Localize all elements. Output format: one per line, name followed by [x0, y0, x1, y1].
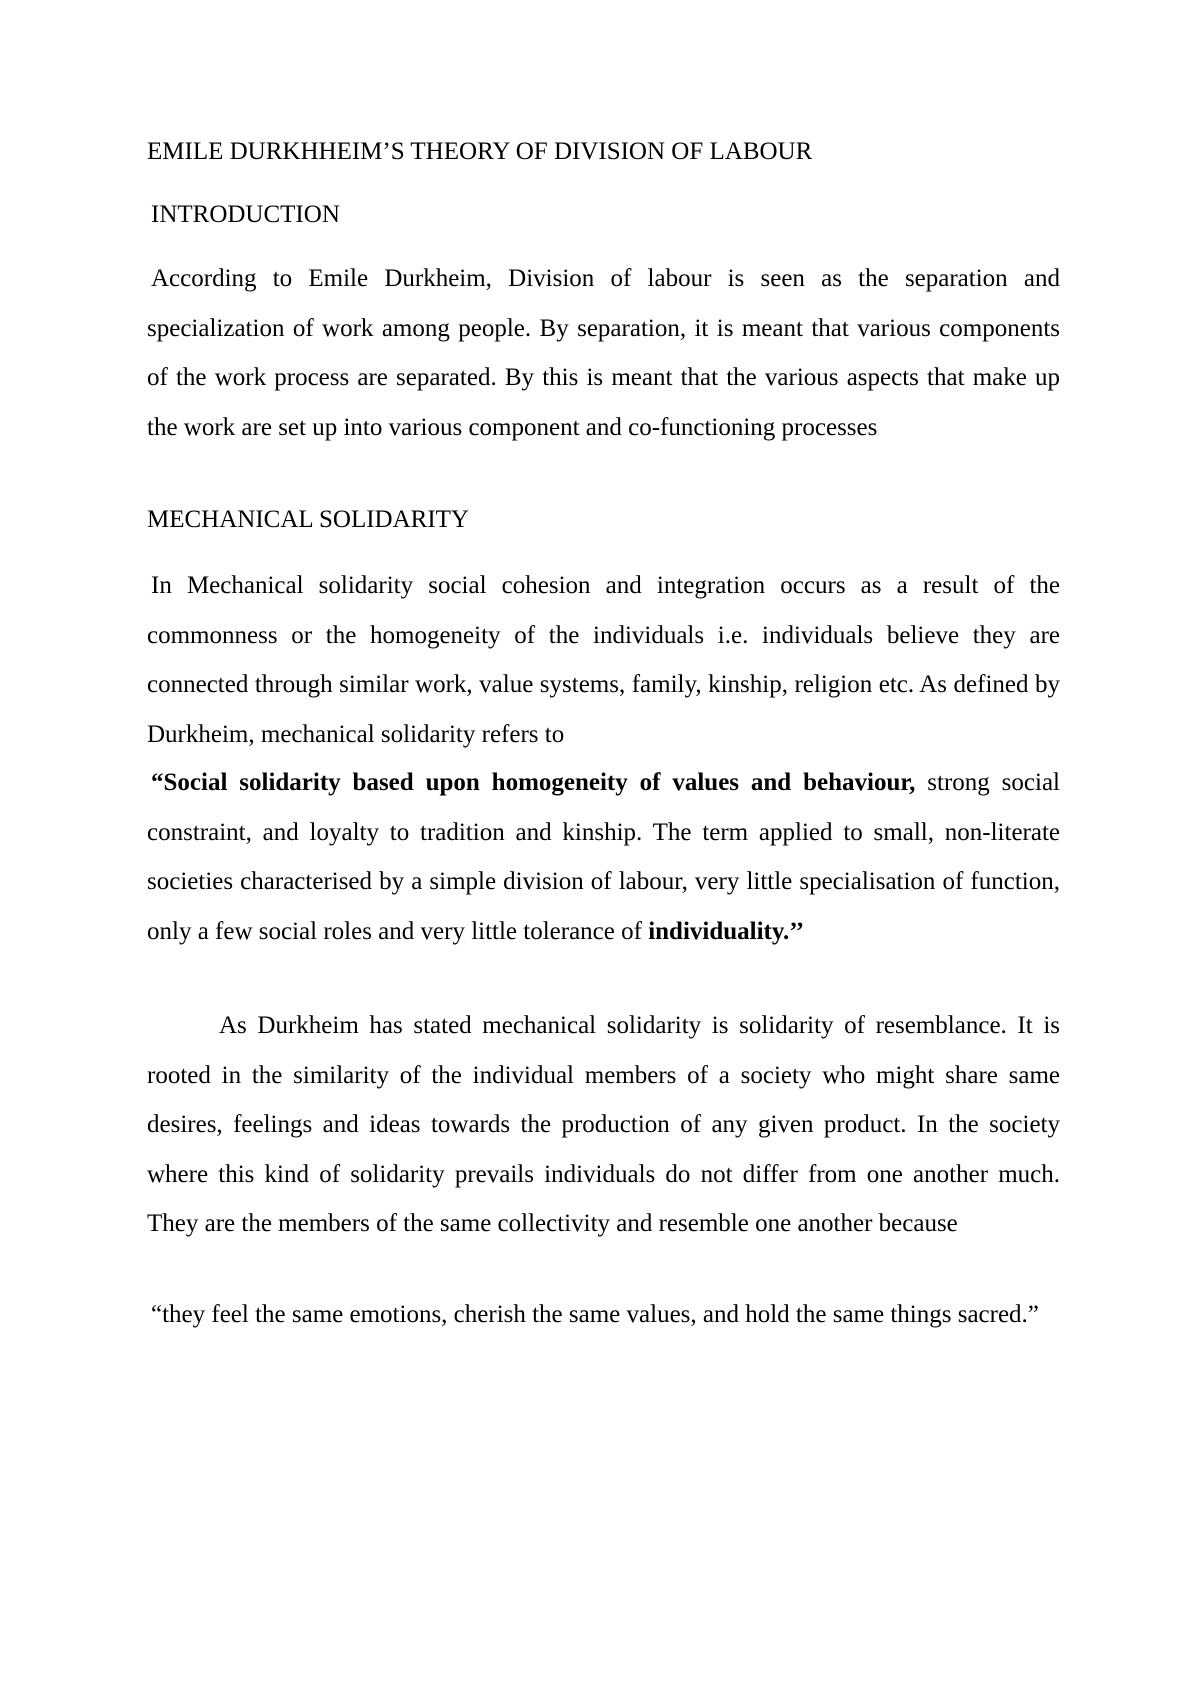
- document-title: EMILE DURKHHEIM’S THEORY OF DIVISION OF LABOUR: [147, 138, 813, 165]
- definition-quote-bold-start: “Social solidarity based upon homogeneity of values and behaviour,: [151, 769, 916, 796]
- introduction-heading: INTRODUCTION: [151, 201, 340, 228]
- definition-quote-bold-end: individuality.’’: [648, 917, 805, 945]
- mechanical-solidarity-paragraph: In Mechanical solidarity social cohesion and integration occurs as a result of the commonness or the homogeneity of the individuals i.e. individuals believe they are connected through similar work, value systems, family, kinship, religion etc. As defined by Durkheim, mechanical solidarity refers to: [147, 572, 1060, 748]
- definition-quote-body: strong social constraint, and loyalty to tradition and kinship. The term applied to small, non-literate societies characterised by a simple division of labour, very little specialisation of function, only a few social roles and very little tolerance of: [147, 769, 1060, 945]
- resemblance-paragraph: As Durkheim has stated mechanical solidarity is solidarity of resemblance. It is rooted in the similarity of the individual members of a society who might share same desires, feelings and ideas towards the production of any given product. In the society where this kind of solidarity prevails individuals do not differ from one another much. They are the members of the same collectivity and resemble one another because: [147, 1012, 1060, 1237]
- emotions-quote: “they feel the same emotions, cherish the same values, and hold the same things sacred.”: [151, 1301, 1039, 1328]
- mechanical-solidarity-heading: MECHANICAL SOLIDARITY: [147, 506, 469, 533]
- definition-quote: [147, 758, 1060, 956]
- introduction-paragraph: According to Emile Durkheim, Division of labour is seen as the separation and specialization of work among people. By separation, it is meant that various components of the work process are separated. By this is meant that the various aspects that make up the work are set up into various component and co-functioning processes: [147, 265, 1060, 441]
